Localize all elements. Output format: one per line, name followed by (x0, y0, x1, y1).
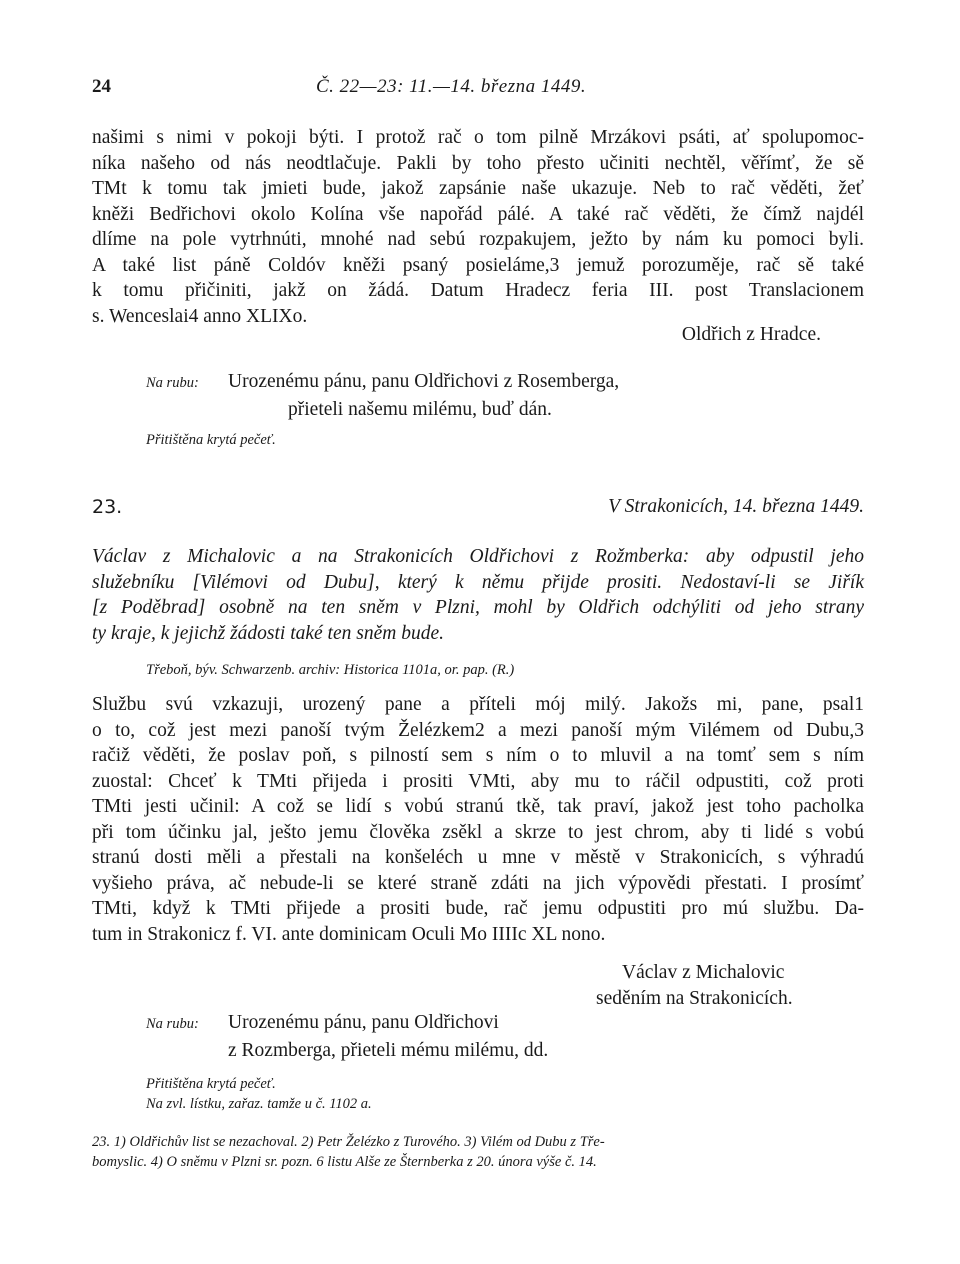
address-line: z Rozmberga, přieteli mému milému, dd. (228, 1039, 549, 1061)
text-line: A také list páně Coldóv kněži psaný posieláme,3 jemuž porozuměje, rač sě také (92, 254, 864, 276)
doc23-seal-notes (146, 1074, 372, 1114)
footnotes (92, 1132, 864, 1172)
signature-line: seděním na Strakonicích. (596, 987, 793, 1009)
archive-source: Třeboň, býv. Schwarzenb. archiv: Historica 1101a, or. pap. (R.) (146, 662, 515, 678)
doc23-heading (92, 496, 864, 526)
text-line: našimi s nimi v pokoji býti. I protož rač o tom pilně Mrzákovi psáti, ať spolupomoc- (92, 127, 864, 148)
text-line: dlíme na pole vytrhnúti, mnohé nad sebú rozpakujem, ježto by nám ku pomoci byli. (92, 229, 864, 250)
text-line: stranú dosti měli a přestali na konšeléch u mne v městě v Strakonicích, s výhradú (92, 847, 864, 868)
doc23-signature (596, 960, 793, 1011)
summary-line: [z Poděbrad] osobně na ten sněm v Plzni, mohl by Oldřich odchýliti od jeho strany (92, 597, 864, 618)
doc22-address (146, 369, 846, 422)
na-rubu-label: Na rubu: (146, 1016, 199, 1032)
doc23-summary (92, 544, 864, 646)
text-line: při tom účinku jal, ješto jemu člověka zsěkl a skrze to jest chrom, aby ti lidé s vobú (92, 821, 864, 843)
slip-note: Na zvl. lístku, zařaz. tamže u č. 1102 a. (146, 1096, 372, 1112)
summary-line: služebníku [Vilémovi od Dubu], který k němu přijde prositi. Nedostaví-li se Jiřík (92, 571, 864, 593)
text-line: níka našeho od nás neodtlačuje. Pakli by toho přesto učiniti nechtěl, věřímť, že sě (92, 152, 864, 174)
place-date: V Strakonicích, 14. března 1449. (608, 496, 864, 517)
address-line: Urozenému pánu, panu Oldřichovi z Rosemberga, (228, 371, 620, 392)
text-line: kněži Bedřichovi okolo Kolína vše napořád pálé. A také rač věděti, že čímž najdél (92, 203, 864, 225)
text-line: o to, což jest mezi panoší tvým Želézkem2 a mezi panoší mým Vilémem od Dubu,3 (92, 719, 864, 741)
running-title: Č. 22—23: 11.—14. března 1449. (316, 76, 587, 97)
address-line: přieteli našemu milému, buď dán. (288, 398, 552, 420)
document-number: 23. (92, 496, 123, 518)
text-line: račiž věděti, že poslav poň, s pilností sem s ním o to mluvil a na tomť sem s ním (92, 745, 864, 766)
doc23-address (146, 1010, 846, 1063)
doc22-signature: Oldřich z Hradce. (681, 324, 821, 345)
text-line: zuostal: Chceť k TMti přijeda i prositi VMti, aby mu to ráčil odpustiti, což proti (92, 770, 864, 792)
doc22-text (92, 125, 864, 329)
text-line: TMti, když k TMti přijede a prositi bude, rač jemu odpustiti pro mú službu. Da- (92, 898, 864, 919)
running-header (92, 76, 864, 102)
na-rubu-label: Na rubu: (146, 375, 199, 391)
footnote-line: bomyslic. 4) O sněmu v Plzni sr. pozn. 6 listu Alše ze Šternberka z 20. února výše č. 14. (92, 1154, 597, 1170)
text-line: Službu svú vzkazuji, urozený pane a příteli mój milý. Jakožs mi, pane, psal1 (92, 694, 864, 715)
text-line: tum in Strakonicz f. VI. ante dominicam Oculi Mo IIIIc XL nono. (92, 923, 606, 945)
doc23-body (92, 692, 864, 947)
signature-line: Václav z Michalovic (622, 962, 785, 983)
text-line: vyšieho práva, ač nebude-li se které straně zdáti na jich výpovědi přestati. I prosímť (92, 872, 864, 894)
text-line: k tomu přičiniti, jakž on žádá. Datum Hradecz feria III. post Translacionem (92, 280, 864, 301)
text-line: TMt k tomu tak jmieti bude, jakož zapsánie naše ukazuje. Neb to rač věděti, žeť (92, 178, 864, 199)
footnote-line: 23. 1) Oldřichův list se nezachoval. 2) Petr Želézko z Turového. 3) Vilém od Dubu z Tře- (92, 1134, 605, 1150)
summary-line: Václav z Michalovic a na Strakonicích Oldřichovi z Rožmberka: aby odpustil jeho (92, 546, 864, 567)
page-number: 24 (92, 76, 111, 97)
text-line: s. Wenceslai4 anno XLIXo. (92, 305, 308, 327)
address-line: Urozenému pánu, panu Oldřichovi (228, 1012, 499, 1033)
summary-line: ty kraje, k jejichž žádosti také ten sněm bude. (92, 622, 444, 644)
doc22-seal-note: Přitištěna krytá pečeť. (146, 432, 276, 448)
seal-note: Přitištěna krytá pečeť. (146, 1076, 276, 1092)
text-line: TMti jesti učinil: A což se lidí s vobú stranú tkě, tak praví, jakož jest toho pacholka (92, 796, 864, 817)
